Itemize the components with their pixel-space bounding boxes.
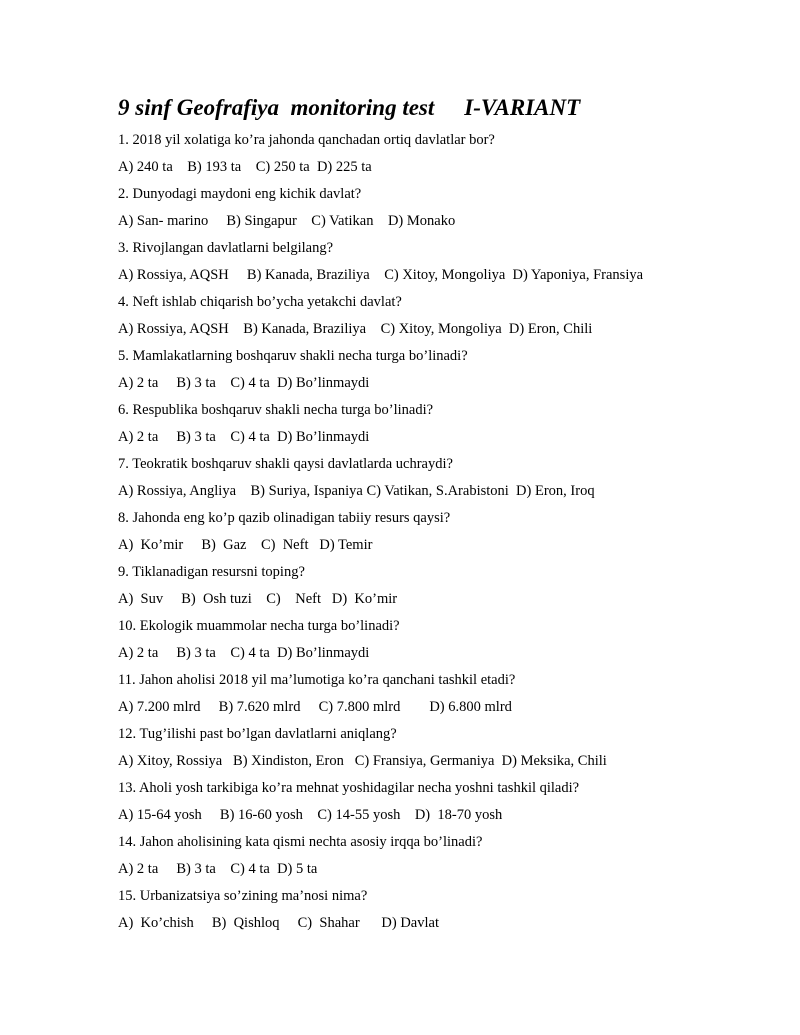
answer-options: A) 240 ta B) 193 ta C) 250 ta D) 225 ta <box>118 159 372 175</box>
variant-label: I-VARIANT <box>464 95 581 120</box>
answer-options: A) 2 ta B) 3 ta C) 4 ta D) 5 ta <box>118 861 318 877</box>
question-text: 7. Teokratik boshqaruv shakli qaysi davlatlarda uchraydi? <box>118 456 453 472</box>
question-text: 13. Aholi yosh tarkibiga ko’ra mehnat yoshidagilar necha yoshni tashkil qiladi? <box>118 780 580 796</box>
question-text: 9. Tiklanadigan resursni toping? <box>118 564 305 580</box>
question-text: 12. Tug’ilishi past bo’lgan davlatlarni aniqlang? <box>118 726 397 742</box>
answer-options: A) Rossiya, Angliya B) Suriya, Ispaniya C) Vatikan, S.Arabistoni D) Eron, Iroq <box>118 483 595 499</box>
question-text: 4. Neft ishlab chiqarish bo’ycha yetakchi davlat? <box>118 294 402 310</box>
answer-options: A) Xitoy, Rossiya B) Xindiston, Eron C) Fransiya, Germaniya D) Meksika, Chili <box>118 753 607 769</box>
page-title <box>118 93 758 123</box>
answer-options: A) Rossiya, AQSH B) Kanada, Braziliya C) Xitoy, Mongoliya D) Yaponiya, Fransiya <box>118 267 644 283</box>
question-list <box>118 127 758 937</box>
answer-options: A) Ko’chish B) Qishloq C) Shahar D) Davlat <box>118 915 439 931</box>
question-text: 14. Jahon aholisining kata qismi nechta asosiy irqqa bo’linadi? <box>118 834 483 850</box>
test-title: 9 sinf Geofrafiya monitoring test <box>118 95 435 120</box>
question-text: 15. Urbanizatsiya so’zining ma’nosi nima? <box>118 888 368 904</box>
answer-options: A) 7.200 mlrd B) 7.620 mlrd C) 7.800 mlrd D) 6.800 mlrd <box>118 699 512 715</box>
answer-options: A) 2 ta B) 3 ta C) 4 ta D) Bo’linmaydi <box>118 375 370 391</box>
question-text: 1. 2018 yil xolatiga ko’ra jahonda qanchadan ortiq davlatlar bor? <box>118 132 495 148</box>
answer-options: A) Suv B) Osh tuzi C) Neft D) Ko’mir <box>118 591 398 607</box>
test-page <box>118 93 758 937</box>
question-text: 3. Rivojlangan davlatlarni belgilang? <box>118 240 334 256</box>
answer-options: A) San- marino B) Singapur C) Vatikan D) Monako <box>118 213 456 229</box>
question-text: 6. Respublika boshqaruv shakli necha turga bo’linadi? <box>118 402 434 418</box>
question-text: 2. Dunyodagi maydoni eng kichik davlat? <box>118 186 362 202</box>
answer-options: A) Ko’mir B) Gaz C) Neft D) Temir <box>118 537 373 553</box>
question-text: 10. Ekologik muammolar necha turga bo’linadi? <box>118 618 400 634</box>
answer-options: A) Rossiya, AQSH B) Kanada, Braziliya C) Xitoy, Mongoliya D) Eron, Chili <box>118 321 593 337</box>
answer-options: A) 2 ta B) 3 ta C) 4 ta D) Bo’linmaydi <box>118 429 370 445</box>
answer-options: A) 2 ta B) 3 ta C) 4 ta D) Bo’linmaydi <box>118 645 370 661</box>
question-text: 5. Mamlakatlarning boshqaruv shakli necha turga bo’linadi? <box>118 348 468 364</box>
answer-options: A) 15-64 yosh B) 16-60 yosh C) 14-55 yosh D) 18-70 yosh <box>118 807 503 823</box>
question-text: 8. Jahonda eng ko’p qazib olinadigan tabiiy resurs qaysi? <box>118 510 451 526</box>
question-text: 11. Jahon aholisi 2018 yil ma’lumotiga ko’ra qanchani tashkil etadi? <box>118 672 516 688</box>
